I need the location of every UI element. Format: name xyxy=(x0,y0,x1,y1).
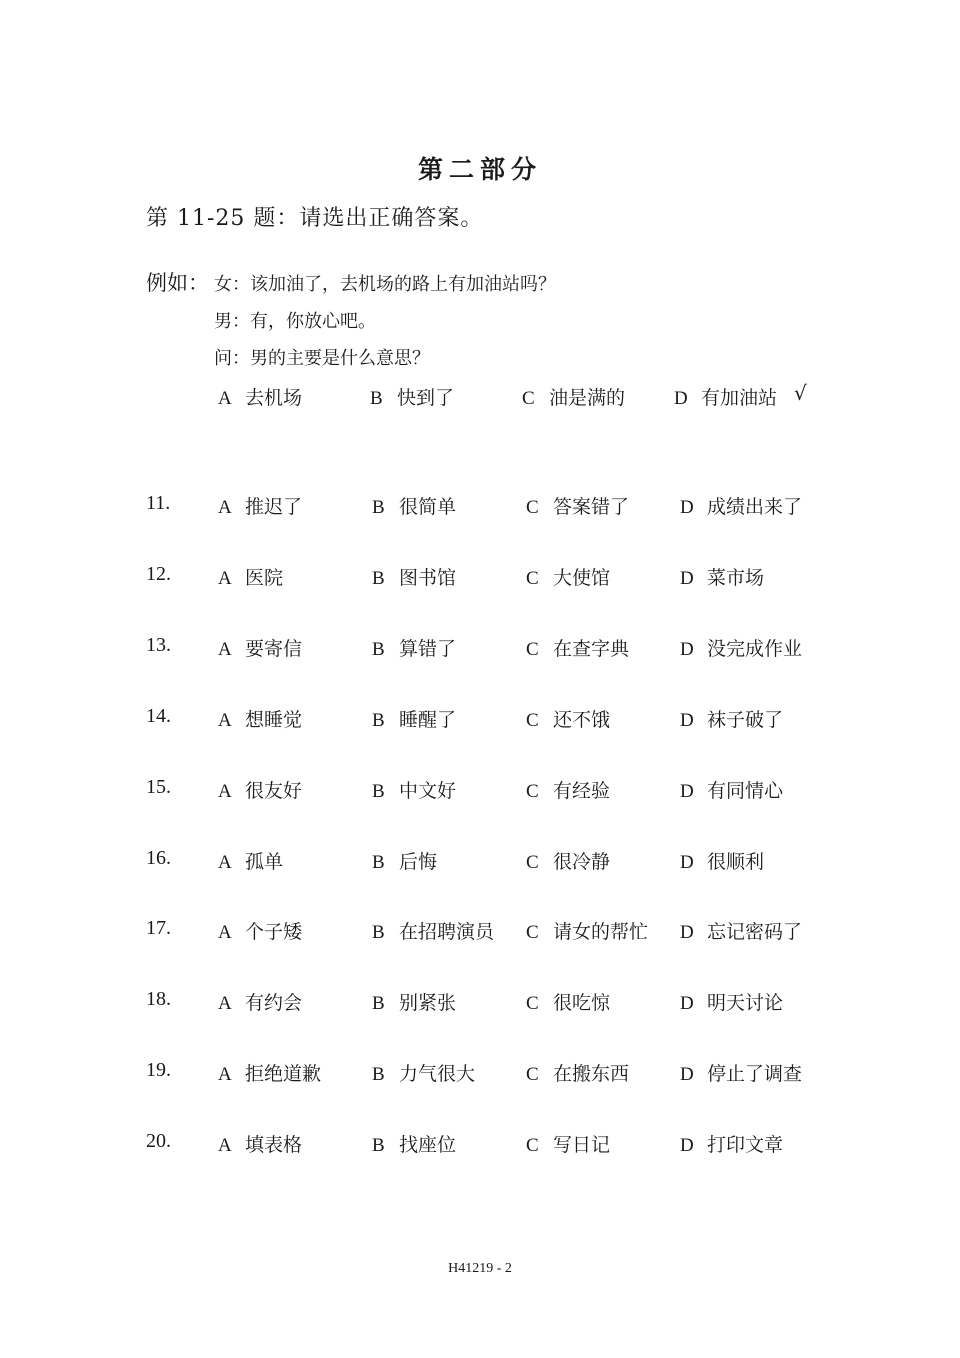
option-c xyxy=(526,776,610,803)
option-text: 有经验 xyxy=(553,780,611,802)
question-number: 17. xyxy=(146,917,171,939)
question-number: 15. xyxy=(146,776,171,798)
option-d xyxy=(680,1059,802,1086)
example-dialogue-line: 男：有，你放心吧。 xyxy=(214,311,376,332)
option-text: 个子矮 xyxy=(245,921,303,943)
option-letter: D xyxy=(680,852,694,873)
option-text: 请女的帮忙 xyxy=(553,921,649,943)
option-letter: B xyxy=(372,710,385,731)
option-letter: C xyxy=(526,710,539,731)
option-text: 很简单 xyxy=(399,496,457,518)
option-d xyxy=(680,1130,783,1157)
option-text: 有同情心 xyxy=(707,780,784,802)
option-text: 要寄信 xyxy=(245,638,303,660)
option-letter: C xyxy=(526,1135,539,1156)
option-letter: A xyxy=(218,710,232,731)
option-text: 很顺利 xyxy=(707,851,765,873)
option-text: 有加油站 xyxy=(701,387,778,409)
question-number: 12. xyxy=(146,563,171,585)
option-b xyxy=(372,1059,475,1086)
option-text: 快到了 xyxy=(397,387,455,409)
example-option-c xyxy=(522,383,625,410)
option-text: 写日记 xyxy=(553,1134,611,1156)
option-a xyxy=(218,1059,321,1086)
option-b xyxy=(372,634,456,661)
example-question-line: 问：男的主要是什么意思？ xyxy=(214,348,430,369)
option-text: 明天讨论 xyxy=(707,992,784,1014)
option-letter: A xyxy=(218,922,232,943)
option-a xyxy=(218,1130,302,1157)
option-letter: B xyxy=(372,1135,385,1156)
option-b xyxy=(372,492,456,519)
option-letter: D xyxy=(680,568,694,589)
option-text: 还不饿 xyxy=(553,709,611,731)
option-a xyxy=(218,492,302,519)
question-number: 19. xyxy=(146,1059,171,1081)
question-number: 14. xyxy=(146,705,171,727)
option-text: 睡醒了 xyxy=(399,709,457,731)
example-dialogue-line: 女：该加油了，去机场的路上有加油站吗？ xyxy=(214,274,556,295)
option-text: 别紧张 xyxy=(399,992,457,1014)
option-letter: D xyxy=(680,639,694,660)
question-number: 11. xyxy=(146,492,171,514)
example-option-d xyxy=(674,383,777,410)
option-text: 推迟了 xyxy=(245,496,303,518)
option-b xyxy=(372,776,456,803)
option-letter: C xyxy=(526,852,539,873)
option-c xyxy=(526,1130,610,1157)
option-text: 在招聘演员 xyxy=(399,921,495,943)
section-title: 第二部分 xyxy=(417,155,542,184)
option-text: 停止了调查 xyxy=(707,1063,803,1085)
option-letter: C xyxy=(526,497,539,518)
option-letter: C xyxy=(526,1064,539,1085)
question-number: 20. xyxy=(146,1130,171,1152)
option-c xyxy=(526,917,648,944)
option-text: 很冷静 xyxy=(553,851,611,873)
option-letter: A xyxy=(218,852,232,873)
option-b xyxy=(372,563,456,590)
option-text: 中文好 xyxy=(399,780,457,802)
option-c xyxy=(526,1059,629,1086)
option-letter: B xyxy=(372,639,385,660)
example-option-b xyxy=(370,383,454,410)
option-letter: D xyxy=(674,388,688,409)
option-text: 算错了 xyxy=(399,638,457,660)
option-a xyxy=(218,776,302,803)
option-d xyxy=(680,492,802,519)
option-text: 在搬东西 xyxy=(553,1063,630,1085)
question-number: 16. xyxy=(146,847,171,869)
example-option-a xyxy=(218,383,302,410)
option-letter: C xyxy=(526,922,539,943)
option-letter: B xyxy=(372,922,385,943)
option-text: 孤单 xyxy=(245,851,284,873)
option-a xyxy=(218,988,302,1015)
option-letter: A xyxy=(218,388,232,409)
option-letter: B xyxy=(370,388,383,409)
option-letter: C xyxy=(526,993,539,1014)
question-number: 18. xyxy=(146,988,171,1010)
option-letter: D xyxy=(680,781,694,802)
option-letter: B xyxy=(372,568,385,589)
option-a xyxy=(218,563,283,590)
option-text: 很友好 xyxy=(245,780,303,802)
option-d xyxy=(680,634,802,661)
option-text: 菜市场 xyxy=(707,567,765,589)
option-letter: A xyxy=(218,781,232,802)
option-text: 医院 xyxy=(245,567,284,589)
option-d xyxy=(680,776,783,803)
option-letter: A xyxy=(218,1064,232,1085)
option-text: 后悔 xyxy=(399,851,438,873)
option-d xyxy=(680,563,764,590)
option-letter: D xyxy=(680,497,694,518)
option-text: 在查字典 xyxy=(553,638,630,660)
option-text: 忘记密码了 xyxy=(707,921,803,943)
option-letter: D xyxy=(680,1064,694,1085)
option-text: 没完成作业 xyxy=(707,638,803,660)
option-a xyxy=(218,634,302,661)
option-letter: B xyxy=(372,993,385,1014)
option-d xyxy=(680,917,802,944)
option-text: 力气很大 xyxy=(399,1063,476,1085)
option-c xyxy=(526,563,610,590)
option-letter: A xyxy=(218,497,232,518)
option-letter: A xyxy=(218,1135,232,1156)
option-d xyxy=(680,847,764,874)
option-letter: A xyxy=(218,568,232,589)
option-text: 图书馆 xyxy=(399,567,457,589)
option-c xyxy=(526,492,629,519)
option-c xyxy=(526,634,629,661)
option-c xyxy=(526,988,610,1015)
option-letter: C xyxy=(526,781,539,802)
option-c xyxy=(526,847,610,874)
option-text: 很吃惊 xyxy=(553,992,611,1014)
option-letter: C xyxy=(522,388,535,409)
option-text: 填表格 xyxy=(245,1134,303,1156)
option-d xyxy=(680,988,783,1015)
option-letter: D xyxy=(680,993,694,1014)
option-text: 成绩出来了 xyxy=(707,496,803,518)
option-text: 油是满的 xyxy=(549,387,626,409)
question-number: 13. xyxy=(146,634,171,656)
option-text: 袜子破了 xyxy=(707,709,784,731)
option-d xyxy=(680,705,783,732)
option-letter: B xyxy=(372,497,385,518)
option-b xyxy=(372,1130,456,1157)
option-a xyxy=(218,705,302,732)
option-letter: A xyxy=(218,639,232,660)
option-b xyxy=(372,988,456,1015)
option-text: 答案错了 xyxy=(553,496,630,518)
option-text: 拒绝道歉 xyxy=(245,1063,322,1085)
option-a xyxy=(218,847,283,874)
option-letter: B xyxy=(372,852,385,873)
option-b xyxy=(372,847,437,874)
option-letter: B xyxy=(372,781,385,802)
check-mark-icon: √ xyxy=(794,381,807,405)
option-b xyxy=(372,917,494,944)
option-letter: B xyxy=(372,1064,385,1085)
option-text: 大使馆 xyxy=(553,567,611,589)
option-b xyxy=(372,705,456,732)
page-footer: H41219 - 2 xyxy=(448,1261,512,1276)
option-text: 有约会 xyxy=(245,992,303,1014)
option-text: 找座位 xyxy=(399,1134,457,1156)
option-letter: D xyxy=(680,922,694,943)
option-letter: D xyxy=(680,1135,694,1156)
example-label: 例如： xyxy=(146,271,209,295)
option-letter: D xyxy=(680,710,694,731)
option-text: 想睡觉 xyxy=(245,709,303,731)
option-a xyxy=(218,917,302,944)
option-letter: C xyxy=(526,639,539,660)
option-c xyxy=(526,705,610,732)
option-letter: A xyxy=(218,993,232,1014)
option-letter: C xyxy=(526,568,539,589)
option-text: 去机场 xyxy=(245,387,303,409)
option-text: 打印文章 xyxy=(707,1134,784,1156)
instruction-text: 第 11-25 题：请选出正确答案。 xyxy=(146,206,484,231)
